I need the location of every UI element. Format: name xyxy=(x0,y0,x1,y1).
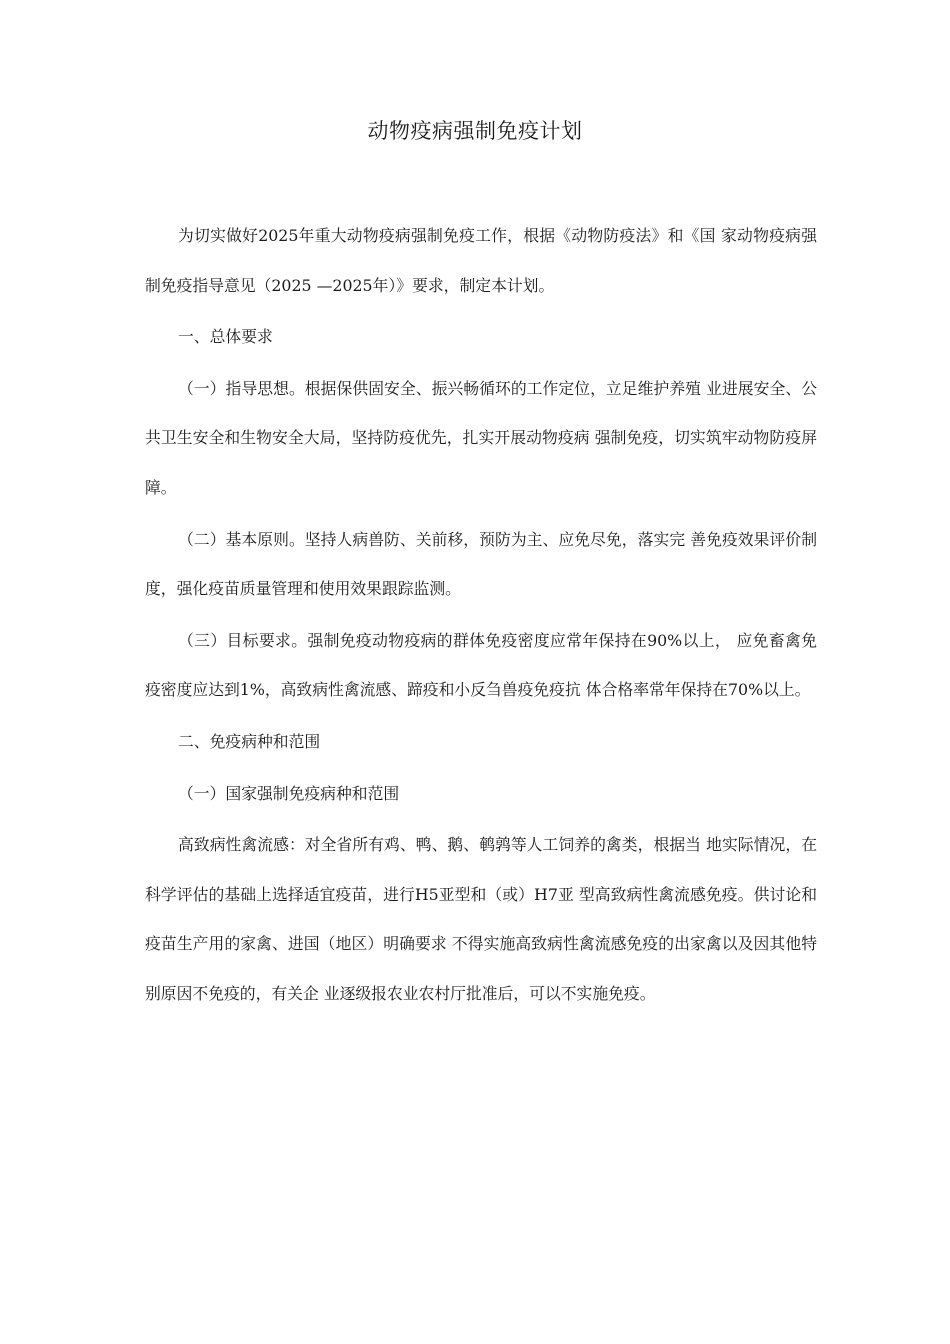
paragraph-avian-influenza: 高致病性禽流感：对全省所有鸡、鸭、鹅、鹌鹑等人工饲养的禽类，根据当 地实际情况，在科学评估的基础上选择适宜疫苗，进行H5亚型和（或）H7亚 型高致病性禽流感免疫。供讨论和疫苗生产用的家禽、进国（地区）明确要求 不得实施高致病性禽流感免疫的出家禽以及因其他特别原因不免疫的，有关企 业逐级报农业农村厅批准后，可以不实施免疫。 xyxy=(145,835,817,1003)
intro-paragraph: 为切实做好2025年重大动物疫病强制免疫工作，根据《动物防疫法》和《国 家动物疫病强制免疫指导意见（2025 —2025年）》要求，制定本计划。 xyxy=(145,226,817,295)
document-title: 动物疫病强制免疫计划 xyxy=(367,119,583,143)
document-body xyxy=(145,211,817,1021)
section-heading-diseases-and-scope: 二、免疫病种和范围 xyxy=(178,731,321,751)
paragraph-guiding-ideology: （一）指导思想。根据保供固安全、振兴畅循环的工作定位，立足维护养殖 业进展安全、公共卫生安全和生物安全大局，坚持防疫优先，扎实开展动物疫病 强制免疫，切实筑牢动物防疫屏障。 xyxy=(145,378,817,497)
paragraph-target-requirements: （三）目标要求。强制免疫动物疫病的群体免疫密度应常年保持在90%以上， 应免畜禽免疫密度应达到1%，高致病性禽流感、蹄疫和小反刍兽疫免疫抗 体合格率常年保持在70%以上。 xyxy=(145,630,817,700)
section-heading-general-requirements: 一、总体要求 xyxy=(178,327,273,347)
subsection-heading-national-scope: （一）国家强制免疫病种和范围 xyxy=(178,783,400,803)
paragraph-basic-principles: （二）基本原则。坚持人病兽防、关前移，预防为主、应免尽免，落实完 善免疫效果评价制度，强化疫苗质量管理和使用效果跟踪监测。 xyxy=(145,529,817,599)
